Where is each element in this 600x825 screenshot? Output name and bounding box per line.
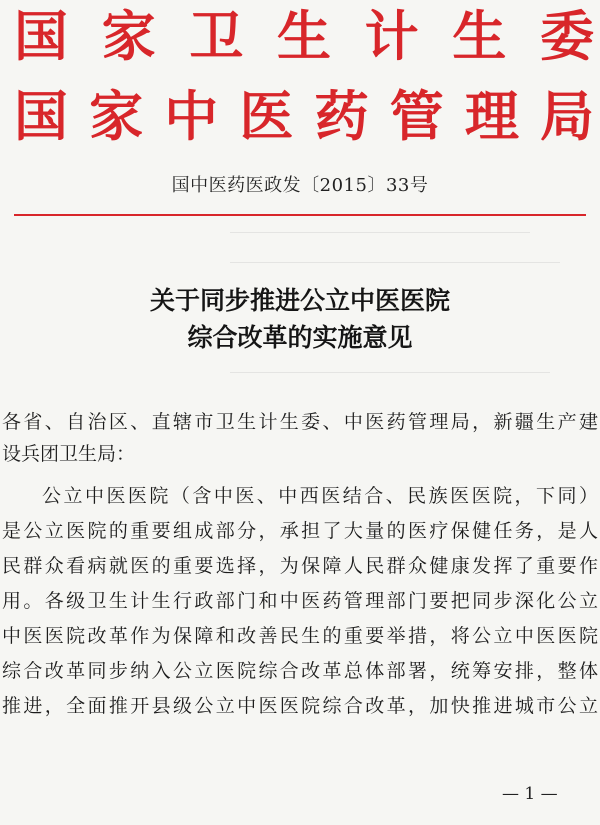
bleed-through-mark <box>230 372 550 373</box>
body-line: 用。各级卫生计生行政部门和中医药管理部门要把同步深化公立 <box>2 590 598 612</box>
body-line: 中医医院改革作为保障和改善民生的重要举措，将公立中医医院 <box>2 625 598 647</box>
document-title-line-2: 综合改革的实施意见 <box>187 323 413 352</box>
bleed-through-mark <box>230 262 560 263</box>
issuer-name-1: 国家卫生计生委 <box>14 4 594 68</box>
page-number: — 1 — <box>502 784 558 804</box>
red-separator-line <box>14 214 586 216</box>
body-line: 综合改革同步纳入公立医院综合改革总体部署，统筹安排，整体 <box>2 660 598 682</box>
bleed-through-mark <box>230 232 530 233</box>
body-line: 设兵团卫生局： <box>2 443 136 465</box>
document-number: 国中医药医政发〔2015〕33号 <box>171 175 429 196</box>
body-line: 是公立医院的重要组成部分，承担了大量的医疗保健任务，是人 <box>2 520 598 542</box>
issuer-name-2: 国家中医药管理局 <box>14 84 594 148</box>
document-title-line-1: 关于同步推进公立中医医院 <box>149 286 450 315</box>
body-line: 民群众看病就医的重要选择，为保障人民群众健康发挥了重要作 <box>2 555 598 577</box>
body-line: 各省、自治区、直辖市卫生计生委、中医药管理局，新疆生产建 <box>2 411 598 433</box>
body-line: 推进，全面推开县级公立中医医院综合改革，加快推进城市公立 <box>2 695 598 717</box>
body-line: 公立中医医院（含中医、中西医结合、民族医医院，下同） <box>42 485 598 507</box>
